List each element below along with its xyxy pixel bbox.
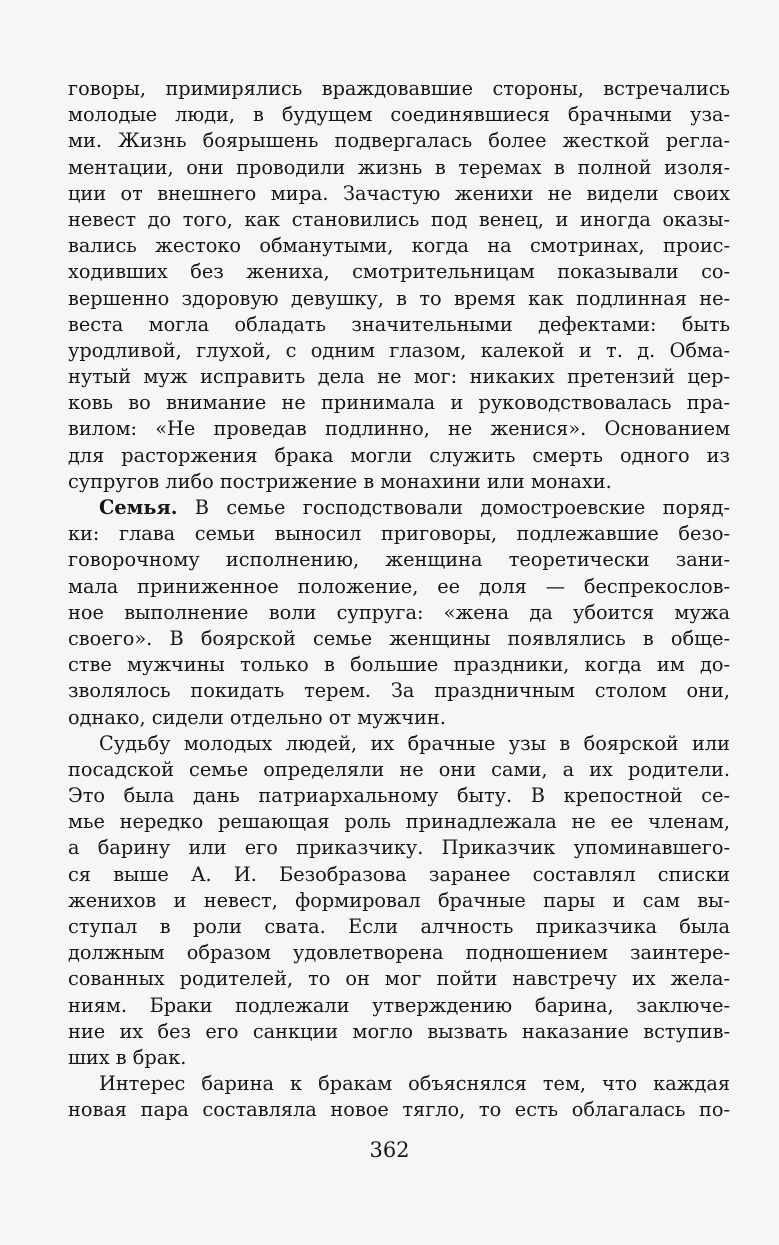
body-text [68, 76, 730, 1124]
text-line: говоры, примирялись враждовавшие стороны, встречались [68, 77, 730, 100]
section-first-line [68, 495, 730, 521]
text-line: женихов и невест, формировал брачные пары и сам вы- [68, 888, 730, 912]
text-line: молодые люди, в будущем соединявшиеся брачными уза- [68, 103, 730, 127]
text-line: ми. Жизнь боярышень подвергалась более жесткой регла- [68, 129, 730, 153]
text-line: мала приниженное положение, ее доля — беспрекослов- [68, 574, 730, 598]
text-line: вершенно здоровую девушку, в то время как подлинная не- [68, 286, 730, 310]
text-line: стве мужчины только в большие праздники, когда им до- [68, 653, 730, 677]
text-line: ших в брак. [68, 1045, 187, 1069]
text-line: ходивших без жениха, смотрительницам показывали со- [68, 260, 730, 284]
text-line: ся выше А. И. Безобразова заранее составлял списки [68, 862, 730, 886]
text-line-fragment: В семье господствовали домостроевские поряд- [194, 496, 730, 519]
text-line: невест до того, как становились под венец, и иногда оказы- [68, 207, 730, 231]
text-line: говорочному исполнению, женщина теоретически зани- [68, 548, 730, 572]
text-line: ступал в роли свата. Если алчность приказчика была [68, 915, 730, 938]
text-line: мье нередко решающая роль принадлежала не ее членам, [68, 810, 730, 834]
text-line: ние их без его санкции могло вызвать наказание вступив- [68, 1019, 730, 1043]
text-line: нутый муж исправить дела не мог: никаких претензий цер- [68, 365, 730, 389]
text-line: вилом: «Не проведав подлинно, не женися». Основанием [68, 417, 730, 441]
section-heading: Семья. [99, 496, 178, 519]
text-line: ковь во внимание не принимала и руководствовалась пра- [68, 391, 730, 415]
text-line: ки: глава семьи выносил приговоры, подлежавшие безо- [68, 522, 730, 546]
text-line: сованных родителей, то он мог пойти навстречу их жела- [68, 967, 730, 991]
text-line: ниям. Браки подлежали утверждению барина, заключе- [68, 993, 730, 1017]
text-line: однако, сидели отдельно от мужчин. [68, 705, 446, 729]
text-line: уродливой, глухой, с одним глазом, калекой и т. д. Обма- [68, 338, 730, 362]
text-line: супругов либо пострижение в монахини или монахи. [68, 469, 612, 493]
text-line: посадской семье определяли не они сами, а их родители. [68, 757, 730, 781]
page-number: 362 [369, 1138, 410, 1162]
text-line: своего». В боярской семье женщины появлялись в обще- [68, 626, 730, 650]
text-line: ции от внешнего мира. Зачастую женихи не видели своих [68, 181, 730, 205]
text-line: ментации, они проводили жизнь в теремах в полной изоля- [68, 155, 730, 179]
text-line: веста могла обладать значительными дефектами: быть [68, 312, 730, 336]
text-line: Это была дань патриархальному быту. В крепостной се- [68, 784, 730, 808]
text-line: Судьбу молодых людей, их брачные узы в боярской или [99, 731, 730, 755]
text-line: вались жестоко обманутыми, когда на смотринах, проис- [68, 234, 730, 258]
text-line: для расторжения брака могли служить смерть одного из [68, 443, 730, 467]
text-line: ное выполнение воли супруга: «жена да убоится мужа [68, 600, 730, 624]
text-line: новая пара составляла новое тягло, то есть облагалась по- [68, 1098, 730, 1122]
text-line: Интерес барина к бракам объяснялся тем, что каждая [99, 1072, 730, 1096]
text-line: должным образом удовлетворена подношением заинтере- [68, 941, 730, 965]
text-line: зволялось покидать терем. За праздничным столом они, [68, 679, 730, 703]
text-line: а барину или его приказчику. Приказчик упоминавшего- [68, 836, 730, 860]
